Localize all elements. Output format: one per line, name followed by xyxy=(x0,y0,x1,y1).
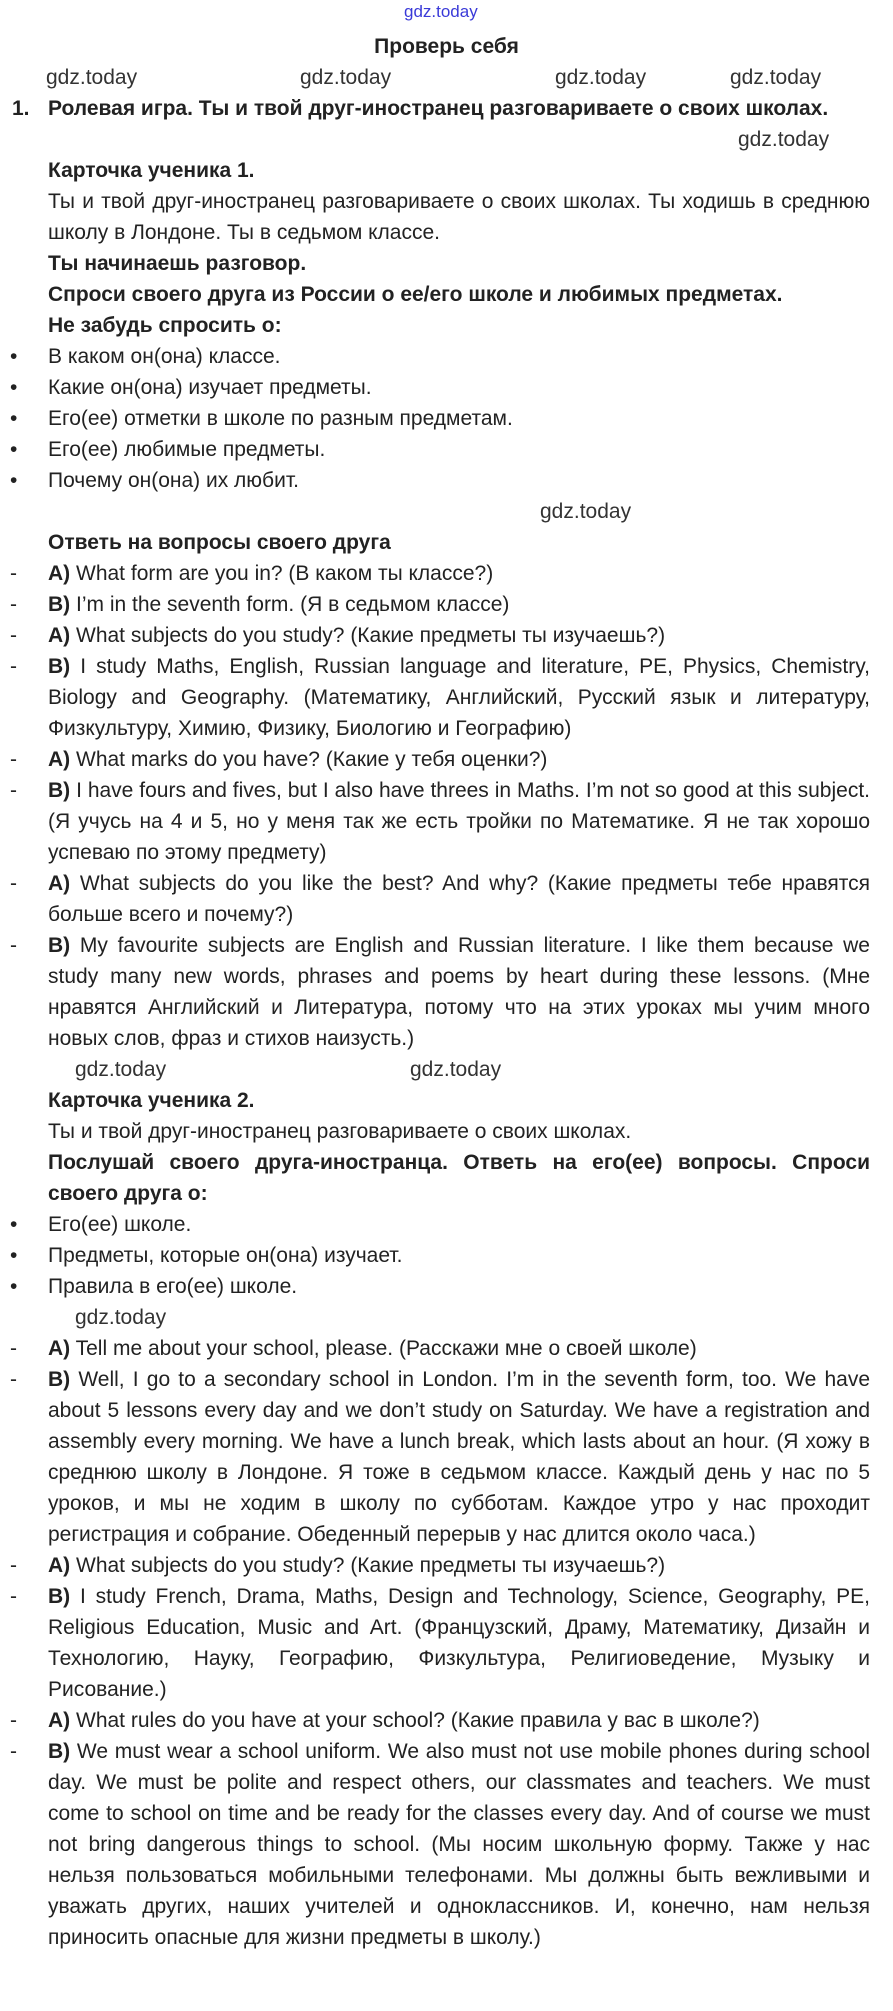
task-heading-text: Ролевая игра. Ты и твой друг-иностранец разговариваете о своих школах. xyxy=(48,97,829,120)
dash-marker: - xyxy=(10,1585,17,1608)
dialog-text: We must wear a school uniform. We also must not use mobile phones during school day. We must be polite and respect others, our classmates and teachers. We must come to school on time and be ready for the classes every day. And of course we must not bring dangerous things to school. (Мы носим школьную форму. Также у нас нельзя пользоваться мобильными телефонами. Мы должны быть вежливыми и уважать других, наших учителей и одноклассников. И, конечно, нам нельзя приносить опасные для жизни предметы в школу.) xyxy=(48,1740,870,1949)
watermark: gdz.today xyxy=(75,1306,167,1329)
dialog-line xyxy=(0,589,893,620)
watermark: gdz.today xyxy=(300,66,392,89)
watermark: gdz.today xyxy=(404,2,478,21)
bullet-icon: • xyxy=(10,469,18,492)
dialog-line xyxy=(0,558,893,589)
watermark: gdz.today xyxy=(410,1058,502,1081)
bullet-item xyxy=(0,1240,893,1271)
bullet-item xyxy=(0,434,893,465)
dialog-text: Well, I go to a secondary school in London. I’m in the seventh form, too. We have about 5 lessons every day and we don’t study on Saturday. We have a registration and assembly every morning. We have a lunch break, which lasts about an hour. (Я хожу в среднюю школу в Лондоне. Я тоже в седьмом классе. Каждый день у нас по 5 уроков, и мы не ходим в школу по субботам. Каждое утро у нас проходит регистрация и собрание. Обеденный перерыв у нас длится около часа.) xyxy=(48,1368,870,1546)
speaker-label: B) xyxy=(48,779,71,802)
page-title: Проверь себя xyxy=(374,35,519,58)
dash-marker: - xyxy=(10,872,17,895)
card2-intro: Ты и твой друг-иностранец разговариваете о своих школах. xyxy=(48,1120,632,1143)
dash-marker: - xyxy=(10,1709,17,1732)
dash-marker: - xyxy=(10,655,17,678)
bullet-icon: • xyxy=(10,1213,18,1236)
dialog-line xyxy=(0,1333,893,1364)
speaker-label: A) xyxy=(48,872,71,895)
card2-instruction: Послушай своего друга-иностранца. Ответь на его(ее) вопросы. Спроси своего друга о: xyxy=(48,1151,870,1205)
speaker-label: B) xyxy=(48,934,71,957)
bullet-icon: • xyxy=(10,345,18,368)
dialog-text: My favourite subjects are English and Russian literature. I like them because we study many new words, phrases and poems by heart during these lessons. (Мне нравятся Английский и Литература, потому что на этих уроках мы учим много новых слов, фраз и стихов наизусть.) xyxy=(48,934,870,1050)
dash-marker: - xyxy=(10,748,17,771)
watermark: gdz.today xyxy=(555,66,647,89)
speaker-label: B) xyxy=(48,1368,71,1391)
bullet-item xyxy=(0,1209,893,1240)
bullet-item xyxy=(0,372,893,403)
watermark: gdz.today xyxy=(730,66,822,89)
dialog-line xyxy=(0,1364,893,1550)
card1-instruction: Спроси своего друга из России о ее/его школе и любимых предметах. xyxy=(48,283,783,306)
card1-instruction: Не забудь спросить о: xyxy=(48,314,282,337)
speaker-label: A) xyxy=(48,1337,71,1360)
bullet-icon: • xyxy=(10,407,18,430)
dash-marker: - xyxy=(10,1554,17,1577)
watermark: gdz.today xyxy=(75,1058,167,1081)
dash-marker: - xyxy=(10,1337,17,1360)
card1-instruction: Ты начинаешь разговор. xyxy=(48,252,307,275)
speaker-label: A) xyxy=(48,1554,71,1577)
bullet-text: Почему он(она) их любит. xyxy=(48,469,299,492)
card1-title: Карточка ученика 1. xyxy=(48,159,255,182)
card2-title: Карточка ученика 2. xyxy=(48,1089,255,1112)
dialog-text: What subjects do you study? (Какие предметы ты изучаешь?) xyxy=(70,1554,666,1577)
dialog-text: What subjects do you like the best? And why? (Какие предметы тебе нравятся больше всего и почему?) xyxy=(48,872,870,926)
card1-answer-heading: Ответь на вопросы своего друга xyxy=(48,531,391,554)
bullet-text: Его(ее) отметки в школе по разным предметам. xyxy=(48,407,513,430)
dash-marker: - xyxy=(10,624,17,647)
dash-marker: - xyxy=(10,1368,17,1391)
dialog-text: Tell me about your school, please. (Расскажи мне о своей школе) xyxy=(70,1337,697,1360)
dialog-line xyxy=(0,744,893,775)
dialog-line xyxy=(0,651,893,744)
bullet-item xyxy=(0,341,893,372)
dialog-text: What rules do you have at your school? (Какие правила у вас в школе?) xyxy=(70,1709,760,1732)
dash-marker: - xyxy=(10,593,17,616)
dialog-text: I study French, Drama, Maths, Design and Technology, Science, Geography, PE, Religious Education, Music and Art. (Французский, Драму, Математику, Дизайн и Технологию, Науку, Географию, Физкультура, Религиоведение, Музыку и Рисование.) xyxy=(48,1585,870,1701)
bullet-item xyxy=(0,403,893,434)
dash-marker: - xyxy=(10,1740,17,1763)
dialog-text: I’m in the seventh form. (Я в седьмом классе) xyxy=(70,593,510,616)
bullet-icon: • xyxy=(10,1275,18,1298)
dialog-text: I have fours and fives, but I also have threes in Maths. I’m not so good at this subject. (Я учусь на 4 и 5, но у меня так же есть тройки по Математике. Я не так хорошо успеваю по этому предмету) xyxy=(48,779,870,864)
dialog-text: What form are you in? (В каком ты классе?) xyxy=(70,562,494,585)
task-number: 1. xyxy=(12,97,30,120)
dialog-line xyxy=(0,1705,893,1736)
speaker-label: A) xyxy=(48,1709,71,1732)
dialog-text: What marks do you have? (Какие у тебя оценки?) xyxy=(70,748,548,771)
watermark: gdz.today xyxy=(46,66,138,89)
dialog-text: What subjects do you study? (Какие предметы ты изучаешь?) xyxy=(70,624,666,647)
dash-marker: - xyxy=(10,779,17,802)
watermark: gdz.today xyxy=(738,128,830,151)
speaker-label: A) xyxy=(48,562,71,585)
dialog-line xyxy=(0,930,893,1054)
dialog-line xyxy=(0,1550,893,1581)
bullet-text: Правила в его(ее) школе. xyxy=(48,1275,298,1298)
speaker-label: B) xyxy=(48,593,71,616)
bullet-item xyxy=(0,1271,893,1302)
bullet-text: Какие он(она) изучает предметы. xyxy=(48,376,372,399)
bullet-text: Его(ее) любимые предметы. xyxy=(48,438,326,461)
document xyxy=(0,31,893,1953)
dialog-line xyxy=(0,1581,893,1705)
dialog-line xyxy=(0,620,893,651)
speaker-label: B) xyxy=(48,1740,71,1763)
dialog-line xyxy=(0,775,893,868)
card1-intro: Ты и твой друг-иностранец разговариваете о своих школах. Ты ходишь в среднюю школу в Лондоне. Ты в седьмом классе. xyxy=(48,190,870,244)
speaker-label: B) xyxy=(48,655,71,678)
bullet-icon: • xyxy=(10,376,18,399)
bullet-text: В каком он(она) классе. xyxy=(48,345,281,368)
watermark: gdz.today xyxy=(540,500,632,523)
dialog-line xyxy=(0,868,893,930)
speaker-label: A) xyxy=(48,748,71,771)
dialog-text: I study Maths, English, Russian language and literature, PE, Physics, Chemistry, Biology and Geography. (Математику, Английский, Русский язык и литературу, Физкультуру, Химию, Физику, Биологию и Географию) xyxy=(48,655,870,740)
bullet-item xyxy=(0,465,893,496)
bullet-text: Предметы, которые он(она) изучает. xyxy=(48,1244,403,1267)
task-heading xyxy=(0,93,893,124)
bullet-text: Его(ее) школе. xyxy=(48,1213,192,1236)
speaker-label: B) xyxy=(48,1585,71,1608)
bullet-icon: • xyxy=(10,1244,18,1267)
speaker-label: A) xyxy=(48,624,71,647)
dash-marker: - xyxy=(10,562,17,585)
bullet-icon: • xyxy=(10,438,18,461)
dialog-line xyxy=(0,1736,893,1953)
dash-marker: - xyxy=(10,934,17,957)
